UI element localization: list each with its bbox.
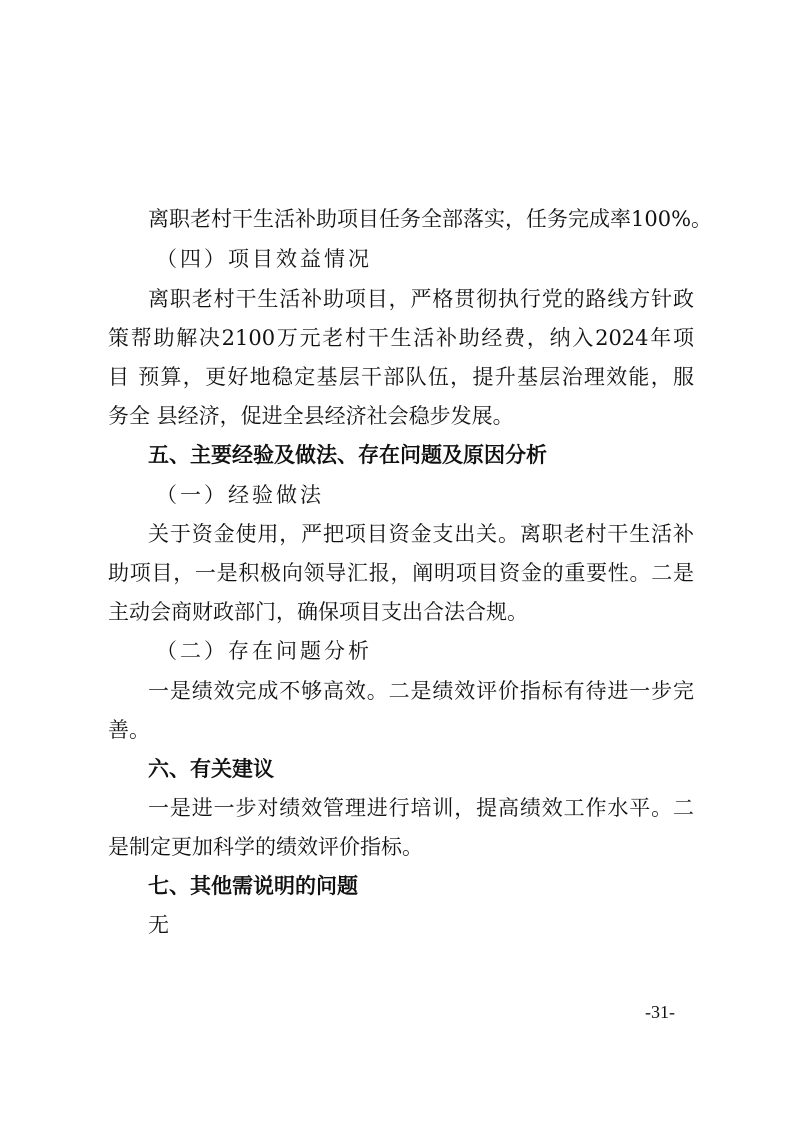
paragraph-line: 离职老村干生活补助项目，严格贯彻执行党的路线方针政 (148, 287, 694, 311)
paragraph-line: 关于资金使用，严把项目资金支出关。离职老村干生活补 (148, 522, 694, 546)
paragraph-line: 一是进一步对绩效管理进行培训，提高绩效工作水平。二 (148, 796, 694, 820)
section-six-heading: 六、有关建议 (148, 757, 274, 781)
paragraph-line: 务全 县经济，促进全县经济社会稳步发展。 (108, 404, 514, 428)
paragraph-line: 主动会商财政部门，确保项目支出合法合规。 (108, 600, 528, 624)
subsection-benefits-heading: （四）项目效益情况 (156, 247, 372, 271)
paragraph-line: 助项目，一是积极向领导汇报，阐明项目资金的重要性。二是 (108, 561, 694, 585)
section-seven-heading: 七、其他需说明的问题 (148, 874, 358, 898)
paragraph-line: 善。 (108, 718, 150, 742)
paragraph-line: 一是绩效完成不够高效。二是绩效评价指标有待进一步完 (148, 679, 694, 703)
paragraph-line: 策帮助解决2100万元老村干生活补助经费，纳入2024年项 (108, 326, 694, 350)
section-five-heading: 五、主要经验及做法、存在问题及原因分析 (148, 443, 547, 467)
paragraph-line: 目 预算，更好地稳定基层干部队伍，提升基层治理效能，服 (108, 365, 694, 389)
paragraph-line: 是制定更加科学的绩效评价指标。 (108, 835, 423, 859)
subsection-experience-heading: （一）经验做法 (156, 483, 324, 507)
subsection-problems-heading: （二）存在问题分析 (156, 639, 372, 663)
page-number: -31- (645, 1002, 675, 1022)
task-completion-text: 离职老村干生活补助项目任务全部落实，任务完成率100%。 (148, 207, 713, 231)
none-text: 无 (148, 913, 169, 937)
